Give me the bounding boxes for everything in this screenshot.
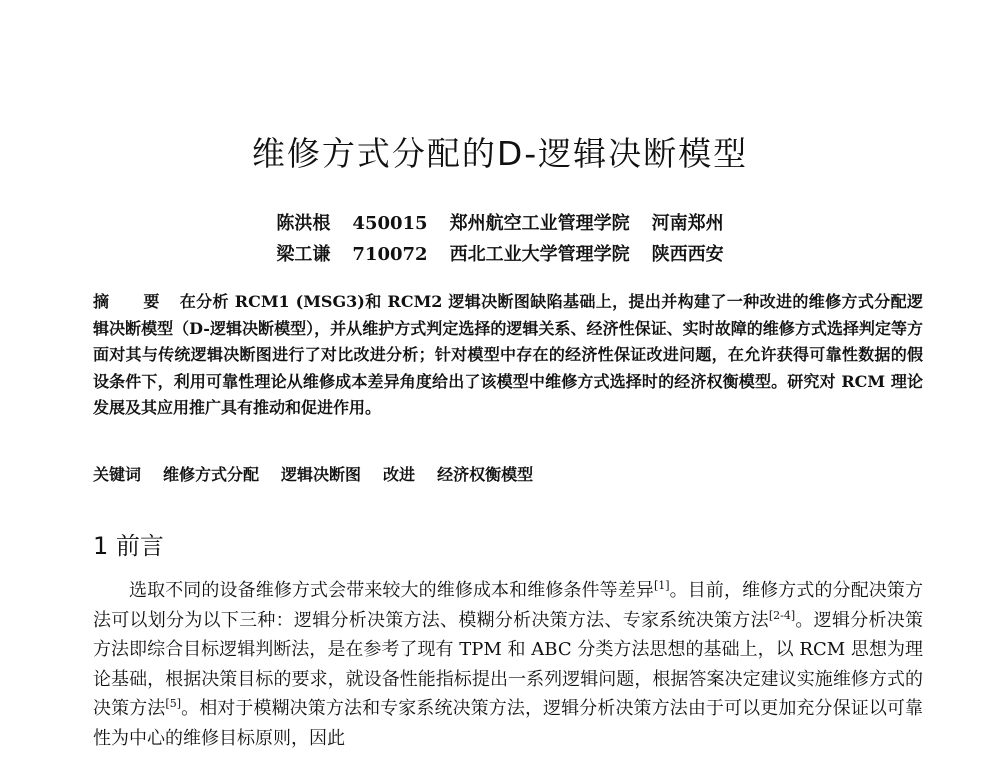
citation-ref: [1] <box>653 579 670 592</box>
keyword: 经济权衡模型 <box>437 465 534 484</box>
author-location: 河南郑州 <box>651 213 724 234</box>
paragraph-text: 选取不同的设备维修方式会带来较大的维修成本和维修条件等差异 <box>129 580 654 601</box>
keyword: 维修方式分配 <box>163 465 260 484</box>
paragraph-text: 。目前，维修方式的分配决策方法可以划分为以下三种：逻辑分析决策方法、模糊分析决策方法、专家系统决策方法 <box>93 580 923 631</box>
author-postcode: 450015 <box>352 213 428 234</box>
paragraph-text: 。逻辑分析决策方法即综合目标逻辑判断法，是在参考了现有 TPM 和 ABC 分类方法思想的基础上，以 RCM 思想为理论基础，根据决策目标的要求，就设备性能指标提出一系列逻辑问题，根据答案决定建议实施维修方式的决策方法 <box>93 609 924 720</box>
paper-title: 维修方式分配的D-逻辑决断模型 <box>251 134 749 173</box>
keyword: 逻辑决断图 <box>281 465 362 484</box>
keywords <box>93 462 533 485</box>
citation-ref: [2-4] <box>768 608 796 622</box>
abstract-text: 在分析 RCM1 (MSG3)和 RCM2 逻辑决断图缺陷基础上，提出并构建了一种改进的维修方式分配逻辑决断模型（D-逻辑决断模型），并从维护方式判定选择的逻辑关系、经济性保证、实时故障的维修方式选择判定等方面对其与传统逻辑决断图进行了对比改进分析；针对模型中存在的经济性保证改进问题，在允许获得可靠性数据的假设条件下，利用可靠性理论从维修成本差异角度给出了该模型中维修方式选择时的经济权衡模型。研究对 RCM 理论发展及其应用推广具有推动和促进作用。 <box>93 292 923 417</box>
author-name: 陈洪根 <box>276 213 331 234</box>
keyword: 改进 <box>383 465 416 484</box>
section-paragraph <box>93 576 923 754</box>
author-affiliation: 西北工业大学管理学院 <box>449 244 630 265</box>
abstract-label: 摘 要 <box>93 292 174 311</box>
author-affiliation: 郑州航空工业管理学院 <box>449 213 630 234</box>
author-postcode: 710072 <box>352 244 428 265</box>
paragraph-text: 。相对于模糊决策方法和专家系统决策方法，逻辑分析决策方法由于可以更加充分保证以可靠性为中心的维修目标原则，因此 <box>93 698 924 749</box>
abstract <box>93 289 923 422</box>
author-name: 梁工谦 <box>276 244 331 265</box>
citation-ref: [5] <box>165 697 181 711</box>
keywords-label: 关键词 <box>93 465 142 484</box>
author-location: 陕西西安 <box>651 244 724 265</box>
author-line-2 <box>0 240 1000 266</box>
section-heading: 1 前言 <box>93 532 164 560</box>
author-line-1 <box>0 209 1000 235</box>
